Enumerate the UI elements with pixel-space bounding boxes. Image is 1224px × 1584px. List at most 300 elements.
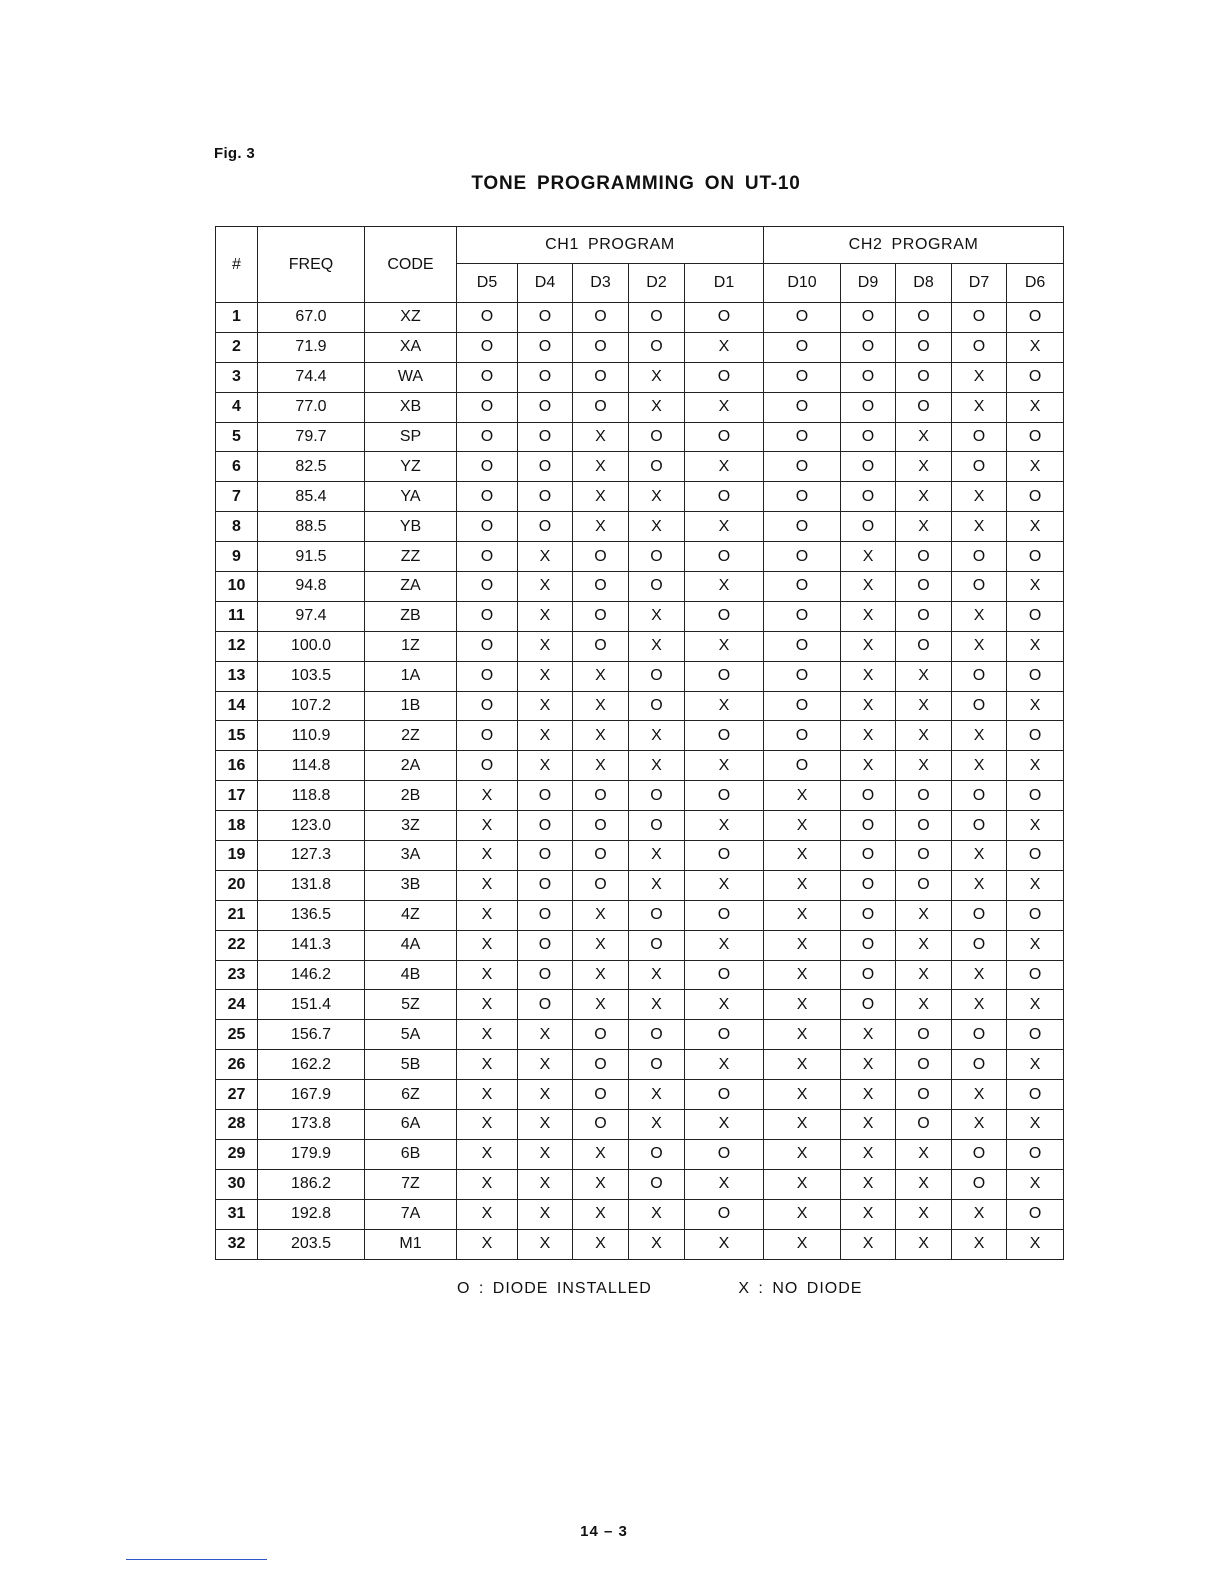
ch1-diode-cell: X <box>685 691 764 721</box>
ch1-diode-cell: O <box>685 960 764 990</box>
ch2-diode-cell: X <box>952 362 1007 392</box>
row-freq: 162.2 <box>258 1050 365 1080</box>
ch2-diode-cell: X <box>896 691 952 721</box>
ch1-diode-cell: O <box>457 601 518 631</box>
ch1-diode-cell: O <box>573 601 629 631</box>
table-row <box>216 751 1064 781</box>
ch2-diode-cell: X <box>952 841 1007 871</box>
ch2-diode-cell: O <box>764 392 841 422</box>
ch2-diode-cell: O <box>896 362 952 392</box>
row-code: XZ <box>365 303 457 333</box>
ch1-diode-cell: O <box>457 572 518 602</box>
ch2-diode-cell: O <box>952 1169 1007 1199</box>
ch1-diode-cell: O <box>573 572 629 602</box>
row-code: 7A <box>365 1199 457 1229</box>
header-ch1-col: D2 <box>629 264 685 303</box>
header-ch1-program: CH1 PROGRAM <box>457 227 764 264</box>
table-row <box>216 631 1064 661</box>
ch1-diode-cell: O <box>457 452 518 482</box>
row-freq: 192.8 <box>258 1199 365 1229</box>
ch2-diode-cell: X <box>1007 1229 1064 1259</box>
row-number: 30 <box>216 1169 258 1199</box>
ch2-diode-cell: O <box>896 811 952 841</box>
ch1-diode-cell: X <box>457 900 518 930</box>
row-code: YA <box>365 482 457 512</box>
row-code: M1 <box>365 1229 457 1259</box>
ch2-diode-cell: X <box>952 1110 1007 1140</box>
row-freq: 85.4 <box>258 482 365 512</box>
ch1-diode-cell: X <box>518 1229 573 1259</box>
ch2-diode-cell: O <box>764 362 841 392</box>
ch1-diode-cell: O <box>573 362 629 392</box>
ch1-diode-cell: O <box>629 1139 685 1169</box>
ch1-diode-cell: X <box>629 1199 685 1229</box>
row-freq: 118.8 <box>258 781 365 811</box>
row-number: 5 <box>216 422 258 452</box>
table-row <box>216 811 1064 841</box>
ch1-diode-cell: X <box>685 930 764 960</box>
ch1-diode-cell: O <box>573 542 629 572</box>
ch1-diode-cell: O <box>685 781 764 811</box>
header-ch1-col: D1 <box>685 264 764 303</box>
ch1-diode-cell: X <box>518 1050 573 1080</box>
ch2-diode-cell: X <box>952 960 1007 990</box>
ch1-diode-cell: O <box>685 601 764 631</box>
ch1-diode-cell: O <box>573 303 629 333</box>
ch1-diode-cell: O <box>573 1050 629 1080</box>
ch1-diode-cell: X <box>629 960 685 990</box>
table-row <box>216 572 1064 602</box>
ch2-diode-cell: O <box>896 332 952 362</box>
ch2-diode-cell: X <box>764 1199 841 1229</box>
ch2-diode-cell: O <box>1007 781 1064 811</box>
ch2-diode-cell: O <box>1007 661 1064 691</box>
row-code: 1Z <box>365 631 457 661</box>
ch2-diode-cell: O <box>841 900 896 930</box>
row-code: 5B <box>365 1050 457 1080</box>
header-ch2-col: D10 <box>764 264 841 303</box>
ch2-diode-cell: X <box>764 1050 841 1080</box>
ch2-diode-cell: X <box>952 601 1007 631</box>
ch1-diode-cell: O <box>457 362 518 392</box>
ch2-diode-cell: X <box>841 691 896 721</box>
ch2-diode-cell: X <box>841 1229 896 1259</box>
page-title: TONE PROGRAMMING ON UT-10 <box>471 173 801 194</box>
ch1-diode-cell: X <box>518 1080 573 1110</box>
row-freq: 114.8 <box>258 751 365 781</box>
table-row <box>216 1110 1064 1140</box>
row-number: 17 <box>216 781 258 811</box>
ch2-diode-cell: X <box>1007 870 1064 900</box>
row-number: 20 <box>216 870 258 900</box>
ch1-diode-cell: O <box>573 1110 629 1140</box>
ch1-diode-cell: X <box>457 841 518 871</box>
row-freq: 173.8 <box>258 1110 365 1140</box>
ch2-diode-cell: O <box>896 392 952 422</box>
row-freq: 186.2 <box>258 1169 365 1199</box>
ch2-diode-cell: X <box>1007 751 1064 781</box>
table-row <box>216 452 1064 482</box>
ch2-diode-cell: X <box>841 601 896 631</box>
ch1-diode-cell: O <box>573 1020 629 1050</box>
row-freq: 136.5 <box>258 900 365 930</box>
ch2-diode-cell: X <box>896 661 952 691</box>
ch2-diode-cell: O <box>764 601 841 631</box>
ch1-diode-cell: X <box>573 1169 629 1199</box>
ch2-diode-cell: O <box>1007 1199 1064 1229</box>
ch2-diode-cell: X <box>1007 990 1064 1020</box>
header-ch2-col: D6 <box>1007 264 1064 303</box>
ch2-diode-cell: X <box>764 1020 841 1050</box>
ch1-diode-cell: O <box>518 303 573 333</box>
ch2-diode-cell: X <box>764 811 841 841</box>
row-code: 4B <box>365 960 457 990</box>
row-code: 5A <box>365 1020 457 1050</box>
row-freq: 91.5 <box>258 542 365 572</box>
ch1-diode-cell: X <box>457 1229 518 1259</box>
ch2-diode-cell: X <box>896 990 952 1020</box>
row-code: ZB <box>365 601 457 631</box>
ch1-diode-cell: O <box>685 1199 764 1229</box>
table-row <box>216 930 1064 960</box>
ch2-diode-cell: X <box>841 1169 896 1199</box>
ch2-diode-cell: X <box>952 1229 1007 1259</box>
ch2-diode-cell: X <box>896 1199 952 1229</box>
ch2-diode-cell: O <box>764 661 841 691</box>
ch2-diode-cell: X <box>764 960 841 990</box>
ch1-diode-cell: X <box>457 1020 518 1050</box>
table-row <box>216 512 1064 542</box>
row-freq: 123.0 <box>258 811 365 841</box>
ch1-diode-cell: X <box>685 572 764 602</box>
ch1-diode-cell: X <box>457 1139 518 1169</box>
header-ch2-program: CH2 PROGRAM <box>764 227 1064 264</box>
ch2-diode-cell: O <box>841 482 896 512</box>
ch1-diode-cell: O <box>629 452 685 482</box>
row-number: 10 <box>216 572 258 602</box>
row-code: WA <box>365 362 457 392</box>
ch2-diode-cell: O <box>896 542 952 572</box>
table-row <box>216 870 1064 900</box>
ch1-diode-cell: O <box>573 332 629 362</box>
table-row <box>216 691 1064 721</box>
ch1-diode-cell: X <box>573 482 629 512</box>
ch2-diode-cell: X <box>952 482 1007 512</box>
ch1-diode-cell: O <box>685 841 764 871</box>
ch2-diode-cell: X <box>952 990 1007 1020</box>
ch2-diode-cell: O <box>896 1080 952 1110</box>
ch1-diode-cell: O <box>685 661 764 691</box>
ch1-diode-cell: X <box>685 631 764 661</box>
ch1-diode-cell: X <box>573 452 629 482</box>
ch2-diode-cell: X <box>952 1199 1007 1229</box>
ch2-diode-cell: X <box>896 751 952 781</box>
ch2-diode-cell: O <box>896 870 952 900</box>
table-row <box>216 303 1064 333</box>
row-code: 1A <box>365 661 457 691</box>
row-number: 29 <box>216 1139 258 1169</box>
row-number: 27 <box>216 1080 258 1110</box>
ch1-diode-cell: X <box>629 631 685 661</box>
ch2-diode-cell: O <box>1007 1020 1064 1050</box>
ch1-diode-cell: O <box>685 303 764 333</box>
ch1-diode-cell: O <box>629 1020 685 1050</box>
ch1-diode-cell: O <box>629 1169 685 1199</box>
row-code: 2B <box>365 781 457 811</box>
table-row <box>216 1169 1064 1199</box>
ch2-diode-cell: X <box>896 930 952 960</box>
row-freq: 71.9 <box>258 332 365 362</box>
row-code: ZA <box>365 572 457 602</box>
row-number: 24 <box>216 990 258 1020</box>
ch1-diode-cell: X <box>518 1139 573 1169</box>
ch2-diode-cell: O <box>841 303 896 333</box>
row-freq: 94.8 <box>258 572 365 602</box>
ch1-diode-cell: O <box>457 691 518 721</box>
ch1-diode-cell: O <box>518 960 573 990</box>
ch1-diode-cell: X <box>573 1139 629 1169</box>
ch2-diode-cell: X <box>764 900 841 930</box>
ch1-diode-cell: X <box>518 721 573 751</box>
ch2-diode-cell: O <box>952 661 1007 691</box>
ch1-diode-cell: O <box>457 751 518 781</box>
ch2-diode-cell: X <box>952 751 1007 781</box>
header-ch1-col: D4 <box>518 264 573 303</box>
page-number: 14 – 3 <box>580 1523 628 1540</box>
ch2-diode-cell: O <box>1007 721 1064 751</box>
ch1-diode-cell: X <box>573 661 629 691</box>
ch1-diode-cell: O <box>518 332 573 362</box>
ch1-diode-cell: O <box>457 512 518 542</box>
ch2-diode-cell: O <box>764 303 841 333</box>
ch2-diode-cell: X <box>952 392 1007 422</box>
ch1-diode-cell: X <box>685 1050 764 1080</box>
ch1-diode-cell: X <box>573 691 629 721</box>
table-row <box>216 990 1064 1020</box>
ch2-diode-cell: O <box>764 751 841 781</box>
ch2-diode-cell: O <box>952 572 1007 602</box>
ch1-diode-cell: X <box>685 1110 764 1140</box>
ch1-diode-cell: X <box>685 512 764 542</box>
ch2-diode-cell: O <box>952 781 1007 811</box>
ch1-diode-cell: O <box>629 422 685 452</box>
ch1-diode-cell: X <box>518 691 573 721</box>
ch2-diode-cell: X <box>896 721 952 751</box>
ch2-diode-cell: O <box>841 990 896 1020</box>
row-freq: 151.4 <box>258 990 365 1020</box>
row-code: 3B <box>365 870 457 900</box>
row-code: 4A <box>365 930 457 960</box>
header-ch2-col: D7 <box>952 264 1007 303</box>
ch2-diode-cell: O <box>952 691 1007 721</box>
ch2-diode-cell: O <box>896 1020 952 1050</box>
ch2-diode-cell: O <box>952 542 1007 572</box>
row-number: 21 <box>216 900 258 930</box>
ch2-diode-cell: O <box>841 392 896 422</box>
ch2-diode-cell: X <box>896 512 952 542</box>
ch2-diode-cell: O <box>764 631 841 661</box>
ch2-diode-cell: X <box>1007 1169 1064 1199</box>
row-number: 1 <box>216 303 258 333</box>
ch1-diode-cell: X <box>629 482 685 512</box>
header-ch2-col: D9 <box>841 264 896 303</box>
figure-label: Fig. 3 <box>214 145 255 162</box>
ch1-diode-cell: X <box>518 631 573 661</box>
ch1-diode-cell: X <box>629 841 685 871</box>
ch1-diode-cell: X <box>457 1199 518 1229</box>
row-freq: 127.3 <box>258 841 365 871</box>
table-row <box>216 841 1064 871</box>
ch1-diode-cell: O <box>685 1020 764 1050</box>
ch1-diode-cell: X <box>518 572 573 602</box>
ch2-diode-cell: X <box>896 1169 952 1199</box>
ch1-diode-cell: X <box>518 1169 573 1199</box>
row-freq: 67.0 <box>258 303 365 333</box>
row-freq: 146.2 <box>258 960 365 990</box>
row-freq: 97.4 <box>258 601 365 631</box>
table-row <box>216 362 1064 392</box>
ch2-diode-cell: O <box>952 900 1007 930</box>
row-number: 19 <box>216 841 258 871</box>
ch1-diode-cell: X <box>457 781 518 811</box>
ch2-diode-cell: O <box>841 841 896 871</box>
header-freq: FREQ <box>258 227 365 303</box>
ch1-diode-cell: O <box>629 332 685 362</box>
ch1-diode-cell: O <box>457 721 518 751</box>
ch2-diode-cell: O <box>896 303 952 333</box>
row-code: 7Z <box>365 1169 457 1199</box>
ch1-diode-cell: X <box>573 1199 629 1229</box>
ch1-diode-cell: O <box>629 1050 685 1080</box>
ch2-diode-cell: X <box>764 841 841 871</box>
ch2-diode-cell: O <box>764 422 841 452</box>
ch2-diode-cell: O <box>1007 960 1064 990</box>
ch2-diode-cell: O <box>841 930 896 960</box>
ch2-diode-cell: X <box>896 900 952 930</box>
ch1-diode-cell: O <box>573 631 629 661</box>
ch1-diode-cell: O <box>629 811 685 841</box>
ch1-diode-cell: X <box>685 811 764 841</box>
ch2-diode-cell: X <box>764 1229 841 1259</box>
ch1-diode-cell: O <box>685 542 764 572</box>
row-freq: 74.4 <box>258 362 365 392</box>
row-code: 5Z <box>365 990 457 1020</box>
table-row <box>216 332 1064 362</box>
ch2-diode-cell: O <box>841 362 896 392</box>
table-row <box>216 721 1064 751</box>
ch1-diode-cell: O <box>518 900 573 930</box>
row-number: 31 <box>216 1199 258 1229</box>
ch1-diode-cell: X <box>573 422 629 452</box>
ch1-diode-cell: X <box>457 930 518 960</box>
ch2-diode-cell: X <box>896 1139 952 1169</box>
row-code: YB <box>365 512 457 542</box>
ch1-diode-cell: X <box>518 601 573 631</box>
ch1-diode-cell: O <box>457 422 518 452</box>
ch1-diode-cell: X <box>629 601 685 631</box>
row-freq: 107.2 <box>258 691 365 721</box>
legend-no-diode: X : NO DIODE <box>738 1280 863 1297</box>
ch2-diode-cell: O <box>896 1050 952 1080</box>
table-row <box>216 1050 1064 1080</box>
header-row-groups <box>216 227 1064 264</box>
ch2-diode-cell: X <box>896 452 952 482</box>
ch2-diode-cell: O <box>764 721 841 751</box>
ch1-diode-cell: X <box>573 900 629 930</box>
ch2-diode-cell: O <box>764 482 841 512</box>
ch1-diode-cell: X <box>685 1169 764 1199</box>
ch2-diode-cell: O <box>764 542 841 572</box>
ch2-diode-cell: O <box>841 870 896 900</box>
ch2-diode-cell: O <box>764 512 841 542</box>
ch1-diode-cell: X <box>573 1229 629 1259</box>
row-freq: 88.5 <box>258 512 365 542</box>
ch2-diode-cell: X <box>896 960 952 990</box>
ch1-diode-cell: O <box>573 392 629 422</box>
row-code: ZZ <box>365 542 457 572</box>
ch2-diode-cell: X <box>841 572 896 602</box>
ch1-diode-cell: O <box>629 303 685 333</box>
ch1-diode-cell: X <box>685 751 764 781</box>
ch1-diode-cell: X <box>457 1050 518 1080</box>
ch2-diode-cell: X <box>841 1020 896 1050</box>
ch2-diode-cell: O <box>764 332 841 362</box>
ch1-diode-cell: X <box>629 751 685 781</box>
row-code: 2A <box>365 751 457 781</box>
ch1-diode-cell: X <box>629 1110 685 1140</box>
ch1-diode-cell: O <box>573 1080 629 1110</box>
ch2-diode-cell: X <box>841 721 896 751</box>
ch2-diode-cell: O <box>952 1139 1007 1169</box>
table-row <box>216 1139 1064 1169</box>
ch2-diode-cell: O <box>841 960 896 990</box>
ch1-diode-cell: O <box>629 691 685 721</box>
row-code: YZ <box>365 452 457 482</box>
ch2-diode-cell: O <box>1007 542 1064 572</box>
ch2-diode-cell: O <box>952 1020 1007 1050</box>
ch1-diode-cell: O <box>457 392 518 422</box>
ch1-diode-cell: X <box>518 1020 573 1050</box>
ch2-diode-cell: X <box>841 1110 896 1140</box>
ch1-diode-cell: X <box>685 870 764 900</box>
table-row <box>216 1199 1064 1229</box>
row-freq: 82.5 <box>258 452 365 482</box>
ch2-diode-cell: O <box>841 811 896 841</box>
row-code: 2Z <box>365 721 457 751</box>
row-code: 3Z <box>365 811 457 841</box>
tone-programming-table <box>215 226 1064 1260</box>
ch1-diode-cell: O <box>685 362 764 392</box>
ch1-diode-cell: O <box>518 930 573 960</box>
row-number: 9 <box>216 542 258 572</box>
table-row <box>216 1229 1064 1259</box>
ch1-diode-cell: O <box>573 781 629 811</box>
row-number: 32 <box>216 1229 258 1259</box>
ch2-diode-cell: X <box>841 661 896 691</box>
ch1-diode-cell: X <box>457 1110 518 1140</box>
ch2-diode-cell: O <box>1007 1080 1064 1110</box>
ch2-diode-cell: O <box>952 930 1007 960</box>
ch1-diode-cell: X <box>518 542 573 572</box>
ch1-diode-cell: X <box>518 1110 573 1140</box>
ch1-diode-cell: O <box>457 482 518 512</box>
row-number: 28 <box>216 1110 258 1140</box>
ch2-diode-cell: X <box>1007 332 1064 362</box>
ch1-diode-cell: X <box>573 721 629 751</box>
ch2-diode-cell: O <box>896 841 952 871</box>
ch1-diode-cell: O <box>457 332 518 362</box>
ch2-diode-cell: X <box>896 482 952 512</box>
